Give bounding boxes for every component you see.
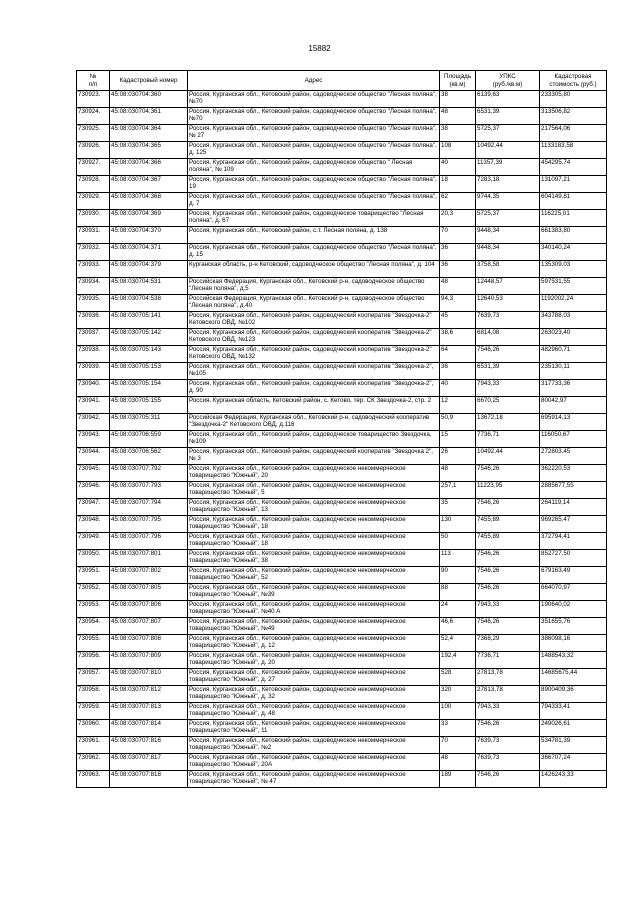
cadastral-number-cell: 45:08:030706:559 xyxy=(110,431,188,448)
address-cell: Россия, Курганская обл., Кетовский район, садоводческое общество "Лесная поляна", № 27 xyxy=(188,125,440,142)
table-row xyxy=(77,669,607,686)
address-cell: Россия, Курганская обл., Кетовский район, садоводческое некоммерческое товарищество "Южный", №40 А xyxy=(188,601,440,618)
upks-cell: 27813,78 xyxy=(476,669,540,686)
cadastral-number-cell: 45:08:030704:379 xyxy=(110,261,188,278)
upks-cell: 27813,78 xyxy=(476,686,540,703)
upks-cell: 7546,26 xyxy=(476,550,540,567)
cadastral-number-cell: 45:08:030704:531 xyxy=(110,278,188,295)
table-row xyxy=(77,414,607,431)
row-number-cell: 730935. xyxy=(77,295,110,312)
address-cell: Россия, Курганская обл., Кетовский район, садоводческое общество "Лесная поляна", д. 7 xyxy=(188,193,440,210)
upks-cell: 7943,33 xyxy=(476,601,540,618)
cadastral-number-cell: 45:08:030705:155 xyxy=(110,397,188,414)
table-row xyxy=(77,465,607,482)
row-number-cell: 730933. xyxy=(77,261,110,278)
cadastral-cost-cell: 340140,24 xyxy=(540,244,607,261)
address-cell: Российская Федерация, Курганская обл., Кетовский р-н, садоводческое общество "Лесная поляна", д.5 xyxy=(188,278,440,295)
cadastral-cost-cell: 2885677,55 xyxy=(540,482,607,499)
cadastral-number-cell: 45:08:030707:792 xyxy=(110,465,188,482)
table-row xyxy=(77,261,607,278)
upks-cell: 7736,71 xyxy=(476,652,540,669)
table-row xyxy=(77,176,607,193)
area-cell: 48 xyxy=(440,465,476,482)
upks-cell: 7455,89 xyxy=(476,533,540,550)
area-cell: 48 xyxy=(440,278,476,295)
cadastral-number-cell: 45:08:030704:371 xyxy=(110,244,188,261)
upks-cell: 9448,34 xyxy=(476,227,540,244)
row-number-cell: 730938. xyxy=(77,346,110,363)
row-number-cell: 730942. xyxy=(77,414,110,431)
area-cell: 94,3 xyxy=(440,295,476,312)
upks-cell: 13672,18 xyxy=(476,414,540,431)
cadastral-number-cell: 45:08:030707:813 xyxy=(110,703,188,720)
table-row xyxy=(77,771,607,788)
upks-cell: 12640,53 xyxy=(476,295,540,312)
cadastral-number-cell: 45:08:030707:817 xyxy=(110,754,188,771)
area-cell: 50 xyxy=(440,533,476,550)
area-cell: 20,3 xyxy=(440,210,476,227)
row-number-cell: 730930. xyxy=(77,210,110,227)
area-cell: 70 xyxy=(440,737,476,754)
row-number-cell: 730939. xyxy=(77,363,110,380)
row-number-cell: 730925. xyxy=(77,125,110,142)
cadastral-cost-cell: 317733,36 xyxy=(540,380,607,397)
cadastral-number-cell: 45:08:030707:794 xyxy=(110,499,188,516)
upks-cell: 7639,73 xyxy=(476,312,540,329)
area-cell: 36 xyxy=(440,261,476,278)
table-row xyxy=(77,431,607,448)
table-row xyxy=(77,703,607,720)
cadastral-cost-cell: 386098,16 xyxy=(540,635,607,652)
row-number-cell: 730946. xyxy=(77,482,110,499)
upks-cell: 11223,95 xyxy=(476,482,540,499)
cadastral-cost-cell: 604149,81 xyxy=(540,193,607,210)
cadastral-cost-cell: 852727,50 xyxy=(540,550,607,567)
cadastral-cost-cell: 135309,03 xyxy=(540,261,607,278)
cadastral-cost-cell: 249026,61 xyxy=(540,720,607,737)
cadastral-cost-cell: 272803,45 xyxy=(540,448,607,465)
area-cell: 48 xyxy=(440,108,476,125)
upks-cell: 7546,26 xyxy=(476,618,540,635)
cadastral-cost-cell: 661383,80 xyxy=(540,227,607,244)
header-area: Площадь (кв.м) xyxy=(440,71,476,91)
area-cell: 26 xyxy=(440,448,476,465)
address-cell: Россия, Курганская обл., Кетовский район, садоводческий кооператив "Звездочка-2" Кетовского ОВД, №123 xyxy=(188,329,440,346)
row-number-cell: 730949. xyxy=(77,533,110,550)
header-num: № п/п xyxy=(77,71,110,91)
table-row xyxy=(77,635,607,652)
address-cell: Россия, Курганская обл., Кетовский район, садоводческий кооператив "Звездочка-2" Кетовского ОВД, №102 xyxy=(188,312,440,329)
cadastral-number-cell: 45:08:030705:153 xyxy=(110,363,188,380)
cadastral-number-cell: 45:08:030704:368 xyxy=(110,193,188,210)
header-cadastral-cost: Кадастровая стоимость (руб.) xyxy=(540,71,607,91)
cadastral-cost-cell: 263023,40 xyxy=(540,329,607,346)
table-row xyxy=(77,618,607,635)
row-number-cell: 730940. xyxy=(77,380,110,397)
area-cell: 62 xyxy=(440,193,476,210)
address-cell: Россия, Курганская обл., Кетовский район, садоводческий кооператив "Звездочка-2" Кетовского ОВД, №132 xyxy=(188,346,440,363)
area-cell: 40 xyxy=(440,159,476,176)
row-number-cell: 730944. xyxy=(77,448,110,465)
cadastral-cost-cell: 116225,01 xyxy=(540,210,607,227)
cadastral-cost-cell: 664070,97 xyxy=(540,584,607,601)
row-number-cell: 730928. xyxy=(77,176,110,193)
address-cell: Россия, Курганская обл., Кетовский район, садоводческий кооператив "Звездочка 2", № 3 xyxy=(188,448,440,465)
address-cell: Россия, Курганская область, Кетовский район, с. Кетово, тер. СК Звездочка-2, стр. 2 xyxy=(188,397,440,414)
header-cadastral-number: Кадастровый номер xyxy=(110,71,188,91)
address-cell: Россия, Курганская обл., Кетовский район, с.т. Лесная поляна, д. 138 xyxy=(188,227,440,244)
area-cell: 48 xyxy=(440,754,476,771)
area-cell: 46,6 xyxy=(440,618,476,635)
table-row xyxy=(77,108,607,125)
cadastral-cost-cell: 264119,14 xyxy=(540,499,607,516)
upks-cell: 12448,57 xyxy=(476,278,540,295)
upks-cell: 7546,26 xyxy=(476,584,540,601)
cadastral-number-cell: 45:08:030707:810 xyxy=(110,669,188,686)
row-number-cell: 730963. xyxy=(77,771,110,788)
cadastral-cost-cell: 597531,55 xyxy=(540,278,607,295)
upks-cell: 5725,37 xyxy=(476,125,540,142)
cadastral-cost-cell: 1133183,58 xyxy=(540,142,607,159)
cadastral-cost-cell: 534781,39 xyxy=(540,737,607,754)
cadastral-number-cell: 45:08:030705:143 xyxy=(110,346,188,363)
upks-cell: 7943,33 xyxy=(476,380,540,397)
cadastral-number-cell: 45:08:030704:364 xyxy=(110,125,188,142)
row-number-cell: 730923. xyxy=(77,91,110,108)
table-row xyxy=(77,686,607,703)
upks-cell: 7546,26 xyxy=(476,720,540,737)
area-cell: 108 xyxy=(440,142,476,159)
upks-cell: 6531,39 xyxy=(476,363,540,380)
area-cell: 192,4 xyxy=(440,652,476,669)
cadastral-number-cell: 45:08:030707:809 xyxy=(110,652,188,669)
area-cell: 100 xyxy=(440,703,476,720)
cadastral-cost-cell: 366707,24 xyxy=(540,754,607,771)
cadastral-number-cell: 45:08:030704:367 xyxy=(110,176,188,193)
row-number-cell: 730962. xyxy=(77,754,110,771)
table-row xyxy=(77,516,607,533)
table-row xyxy=(77,737,607,754)
upks-cell: 7546,26 xyxy=(476,465,540,482)
row-number-cell: 730932. xyxy=(77,244,110,261)
area-cell: 45 xyxy=(440,312,476,329)
row-number-cell: 730931. xyxy=(77,227,110,244)
upks-cell: 10492,44 xyxy=(476,448,540,465)
cadastral-cost-cell: 679163,49 xyxy=(540,567,607,584)
row-number-cell: 730934. xyxy=(77,278,110,295)
row-number-cell: 730941. xyxy=(77,397,110,414)
cadastral-cost-cell: 235130,11 xyxy=(540,363,607,380)
row-number-cell: 730950. xyxy=(77,550,110,567)
cadastral-cost-cell: 351655,76 xyxy=(540,618,607,635)
address-cell: Россия, Курганская обл., Кетовский район, садоводческое некоммерческое товарищество "Южный", №2 xyxy=(188,737,440,754)
row-number-cell: 730937. xyxy=(77,329,110,346)
address-cell: Россия, Курганская обл., Кетовский район, садоводческое некоммерческое товарищество "Южный", 52 xyxy=(188,567,440,584)
row-number-cell: 730936. xyxy=(77,312,110,329)
cadastral-cost-cell: 1426243,33 xyxy=(540,771,607,788)
cadastral-cost-cell: 217564,06 xyxy=(540,125,607,142)
page-number: 15882 xyxy=(308,44,331,53)
table-row xyxy=(77,448,607,465)
area-cell: 88 xyxy=(440,584,476,601)
header-upks: УПКС (руб./кв.м) xyxy=(476,71,540,91)
upks-cell: 7736,71 xyxy=(476,431,540,448)
table-row xyxy=(77,533,607,550)
cadastral-number-cell: 45:08:030707:805 xyxy=(110,584,188,601)
cadastral-cost-cell: 1488543,32 xyxy=(540,652,607,669)
address-cell: Россия, Курганская обл., Кетовский район, садоводческое некоммерческое товарищество "Южный", д. 27 xyxy=(188,669,440,686)
area-cell: 189 xyxy=(440,771,476,788)
area-cell: 38,6 xyxy=(440,329,476,346)
table-row xyxy=(77,329,607,346)
upks-cell: 7455,89 xyxy=(476,516,540,533)
upks-cell: 7546,26 xyxy=(476,499,540,516)
table-body xyxy=(77,91,607,788)
address-cell: Курганская область, р-н Кетовский, садоводческое общество "Лесная поляна", д. 104 xyxy=(188,261,440,278)
area-cell: 12 xyxy=(440,397,476,414)
cadastral-number-cell: 45:08:030707:818 xyxy=(110,771,188,788)
upks-cell: 6814,08 xyxy=(476,329,540,346)
table-row xyxy=(77,244,607,261)
area-cell: 33 xyxy=(440,720,476,737)
address-cell: Россия, Курганская обл., Кетовский район, садоводческое общество "Лесная поляна", 19 xyxy=(188,176,440,193)
cadastral-number-cell: 45:08:030707:816 xyxy=(110,737,188,754)
upks-cell: 7639,73 xyxy=(476,754,540,771)
cadastral-number-cell: 45:08:030707:801 xyxy=(110,550,188,567)
cadastral-number-cell: 45:08:030704:538 xyxy=(110,295,188,312)
address-cell: Россия, Курганская обл., Кетовский район, садоводческое некоммерческое товарищество "Южный", №39 xyxy=(188,584,440,601)
cadastral-cost-cell: 1192002,24 xyxy=(540,295,607,312)
address-cell: Россия, Курганская обл., Кетовский район, садоводческий кооператив "Звездочка-2", д. 90 xyxy=(188,380,440,397)
address-cell: Россия, Курганская обл., Кетовский район, садоводческое товарищество Звездочка, №109 xyxy=(188,431,440,448)
row-number-cell: 730924. xyxy=(77,108,110,125)
address-cell: Россия, Курганская обл., Кетовский район, садоводческое общество " Лесная поляна", № 109 xyxy=(188,159,440,176)
table-row xyxy=(77,363,607,380)
cadastral-number-cell: 45:08:030707:802 xyxy=(110,567,188,584)
address-cell: Россия, Курганская обл., Кетовский район, садоводческое некоммерческое товарищество "Южный", 13 xyxy=(188,499,440,516)
table-row xyxy=(77,159,607,176)
address-cell: Российская Федерация, Курганская обл., Кетовский р-н, садоводческое общество "Лесная поляна", д.40 xyxy=(188,295,440,312)
upks-cell: 11357,39 xyxy=(476,159,540,176)
upks-cell: 7546,26 xyxy=(476,346,540,363)
row-number-cell: 730947. xyxy=(77,499,110,516)
cadastral-number-cell: 45:08:030704:366 xyxy=(110,159,188,176)
row-number-cell: 730952. xyxy=(77,584,110,601)
area-cell: 130 xyxy=(440,516,476,533)
upks-cell: 7546,26 xyxy=(476,771,540,788)
cadastral-number-cell: 45:08:030707:807 xyxy=(110,618,188,635)
cadastral-number-cell: 45:08:030704:361 xyxy=(110,108,188,125)
area-cell: 40 xyxy=(440,380,476,397)
row-number-cell: 730929. xyxy=(77,193,110,210)
address-cell: Россия, Курганская обл., Кетовский район, садоводческий кооператив "Звездочка-2", №105 xyxy=(188,363,440,380)
table-row xyxy=(77,567,607,584)
cadastral-number-cell: 45:08:030705:311 xyxy=(110,414,188,431)
address-cell: Россия, Курганская обл., Кетовский район, садоводческое некоммерческое товарищество "Южный", 18 xyxy=(188,533,440,550)
address-cell: Россия, Курганская обл., Кетовский район, садоводческое некоммерческое товарищество "Южный", д. 20 xyxy=(188,652,440,669)
cadastral-cost-cell: 80042,97 xyxy=(540,397,607,414)
upks-cell: 7283,18 xyxy=(476,176,540,193)
address-cell: Россия, Курганская обл., Кетовский район, садоводческое некоммерческое товарищество "Южный", 18 xyxy=(188,516,440,533)
row-number-cell: 730961. xyxy=(77,737,110,754)
upks-cell: 6139,63 xyxy=(476,91,540,108)
cadastral-number-cell: 45:08:030704:360 xyxy=(110,91,188,108)
address-cell: Россия, Курганская обл., Кетовский район, садоводческое некоммерческое товарищество "Южный", 20 xyxy=(188,465,440,482)
area-cell: 38 xyxy=(440,91,476,108)
table-header xyxy=(77,71,607,91)
address-cell: Россия, Курганская обл., Кетовский район, садоводческое некоммерческое товарищество "Южный", д. 48 xyxy=(188,703,440,720)
row-number-cell: 730953. xyxy=(77,601,110,618)
area-cell: 64 xyxy=(440,346,476,363)
row-number-cell: 730960. xyxy=(77,720,110,737)
cadastral-cost-cell: 233305,80 xyxy=(540,91,607,108)
table-row xyxy=(77,125,607,142)
cadastral-cost-cell: 695914,13 xyxy=(540,414,607,431)
table-row xyxy=(77,312,607,329)
address-cell: Россия, Курганская обл., Кетовский район, садоводческое некоммерческое товарищество "Южный", 11 xyxy=(188,720,440,737)
table-row xyxy=(77,720,607,737)
row-number-cell: 730943. xyxy=(77,431,110,448)
cadastral-cost-cell: 454295,74 xyxy=(540,159,607,176)
upks-cell: 6531,39 xyxy=(476,108,540,125)
address-cell: Россия, Курганская обл., Кетовский район, садоводческое некоммерческое товарищество "Южный", д. 12 xyxy=(188,635,440,652)
cadastral-cost-cell: 969265,47 xyxy=(540,516,607,533)
table-row xyxy=(77,652,607,669)
cadastral-number-cell: 45:08:030705:154 xyxy=(110,380,188,397)
area-cell: 15 xyxy=(440,431,476,448)
row-number-cell: 730951. xyxy=(77,567,110,584)
table-row xyxy=(77,601,607,618)
row-number-cell: 730957. xyxy=(77,669,110,686)
table-row xyxy=(77,295,607,312)
cadastral-cost-cell: 116050,67 xyxy=(540,431,607,448)
cadastral-cost-cell: 131097,21 xyxy=(540,176,607,193)
table-row xyxy=(77,227,607,244)
table-row xyxy=(77,210,607,227)
row-number-cell: 730926. xyxy=(77,142,110,159)
table-row xyxy=(77,397,607,414)
table-row xyxy=(77,584,607,601)
cadastral-number-cell: 45:08:030704:370 xyxy=(110,227,188,244)
upks-cell: 10492,44 xyxy=(476,142,540,159)
upks-cell: 7368,29 xyxy=(476,635,540,652)
address-cell: Россия, Курганская обл., Кетовский район, садоводческое общество "Лесная поляна", №70 xyxy=(188,108,440,125)
cadastral-number-cell: 45:08:030707:793 xyxy=(110,482,188,499)
cadastral-number-cell: 45:08:030707:814 xyxy=(110,720,188,737)
cadastral-cost-cell: 14685675,44 xyxy=(540,669,607,686)
table-row xyxy=(77,278,607,295)
address-cell: Россия, Курганская обл., Кетовский район, садоводческое некоммерческое товарищество "Южный", д. 32 xyxy=(188,686,440,703)
cadastral-cost-cell: 372794,41 xyxy=(540,533,607,550)
cadastral-number-cell: 45:08:030707:808 xyxy=(110,635,188,652)
cadastral-number-cell: 45:08:030706:562 xyxy=(110,448,188,465)
table-row xyxy=(77,754,607,771)
area-cell: 35 xyxy=(440,499,476,516)
table-row xyxy=(77,380,607,397)
address-cell: Российская Федерация, Курганская обл., Кетовский р-н, садоводческий кооператив "Звездочка-2" Кетовского ОВД, д.116 xyxy=(188,414,440,431)
area-cell: 18 xyxy=(440,176,476,193)
cadastral-cost-cell: 8900409,36 xyxy=(540,686,607,703)
cadastral-number-cell: 45:08:030705:141 xyxy=(110,312,188,329)
row-number-cell: 730955. xyxy=(77,635,110,652)
area-cell: 90 xyxy=(440,567,476,584)
upks-cell: 7943,33 xyxy=(476,703,540,720)
area-cell: 320 xyxy=(440,686,476,703)
table-row xyxy=(77,142,607,159)
area-cell: 38 xyxy=(440,125,476,142)
table-row xyxy=(77,499,607,516)
cadastral-cost-cell: 313506,82 xyxy=(540,108,607,125)
area-cell: 50,9 xyxy=(440,414,476,431)
cadastral-number-cell: 45:08:030704:365 xyxy=(110,142,188,159)
area-cell: 70 xyxy=(440,227,476,244)
area-cell: 24 xyxy=(440,601,476,618)
cadastral-number-cell: 45:08:030707:795 xyxy=(110,516,188,533)
cadastral-number-cell: 45:08:030707:806 xyxy=(110,601,188,618)
row-number-cell: 730959. xyxy=(77,703,110,720)
area-cell: 52,4 xyxy=(440,635,476,652)
address-cell: Россия, Курганская обл., Кетовский район, садоводческое некоммерческое товарищество "Южный", 20А xyxy=(188,754,440,771)
address-cell: Россия, Курганская обл., Кетовский район, садоводческое общество "Лесная поляна", д. 125 xyxy=(188,142,440,159)
upks-cell: 7639,73 xyxy=(476,737,540,754)
cadastral-value-table xyxy=(76,70,607,788)
table-row xyxy=(77,91,607,108)
header-address: Адрес xyxy=(188,71,440,91)
area-cell: 257,1 xyxy=(440,482,476,499)
row-number-cell: 730954. xyxy=(77,618,110,635)
area-cell: 36 xyxy=(440,244,476,261)
cadastral-number-cell: 45:08:030705:142 xyxy=(110,329,188,346)
row-number-cell: 730945. xyxy=(77,465,110,482)
upks-cell: 3758,58 xyxy=(476,261,540,278)
row-number-cell: 730956. xyxy=(77,652,110,669)
upks-cell: 9744,35 xyxy=(476,193,540,210)
cadastral-cost-cell: 482960,71 xyxy=(540,346,607,363)
address-cell: Россия, Курганская обл., Кетовский район, садоводческое товарищество "Лесная поляна", д. 67 xyxy=(188,210,440,227)
row-number-cell: 730948. xyxy=(77,516,110,533)
address-cell: Россия, Курганская обл., Кетовский район, садоводческое общество "Лесная поляна", д. 15 xyxy=(188,244,440,261)
address-cell: Россия, Курганская обл., Кетовский район, садоводческое некоммерческое товарищество "Южный", №49 xyxy=(188,618,440,635)
cadastral-cost-cell: 343788,03 xyxy=(540,312,607,329)
area-cell: 113 xyxy=(440,550,476,567)
cadastral-cost-cell: 190640,02 xyxy=(540,601,607,618)
upks-cell: 6670,25 xyxy=(476,397,540,414)
upks-cell: 7546,26 xyxy=(476,567,540,584)
upks-cell: 5725,37 xyxy=(476,210,540,227)
upks-cell: 9448,34 xyxy=(476,244,540,261)
cadastral-number-cell: 45:08:030704:369 xyxy=(110,210,188,227)
cadastral-cost-cell: 362220,53 xyxy=(540,465,607,482)
address-cell: Россия, Курганская обл., Кетовский район, садоводческое некоммерческое товарищество "Южный", 38 xyxy=(188,550,440,567)
area-cell: 528 xyxy=(440,669,476,686)
row-number-cell: 730927. xyxy=(77,159,110,176)
address-cell: Россия, Курганская обл., Кетовский район, садоводческое общество "Лесная поляна", №70 xyxy=(188,91,440,108)
cadastral-number-cell: 45:08:030707:812 xyxy=(110,686,188,703)
table-row xyxy=(77,346,607,363)
cadastral-number-cell: 45:08:030707:796 xyxy=(110,533,188,550)
address-cell: Россия, Курганская обл., Кетовский район, садоводческое некоммерческое товарищество "Южный", № 47 xyxy=(188,771,440,788)
area-cell: 36 xyxy=(440,363,476,380)
row-number-cell: 730958. xyxy=(77,686,110,703)
address-cell: Россия, Курганская обл., Кетовский район, садоводческое некоммерческое товарищество "Южный", 5 xyxy=(188,482,440,499)
table-row xyxy=(77,482,607,499)
cadastral-cost-cell: 794333,41 xyxy=(540,703,607,720)
table-row xyxy=(77,193,607,210)
table-row xyxy=(77,550,607,567)
